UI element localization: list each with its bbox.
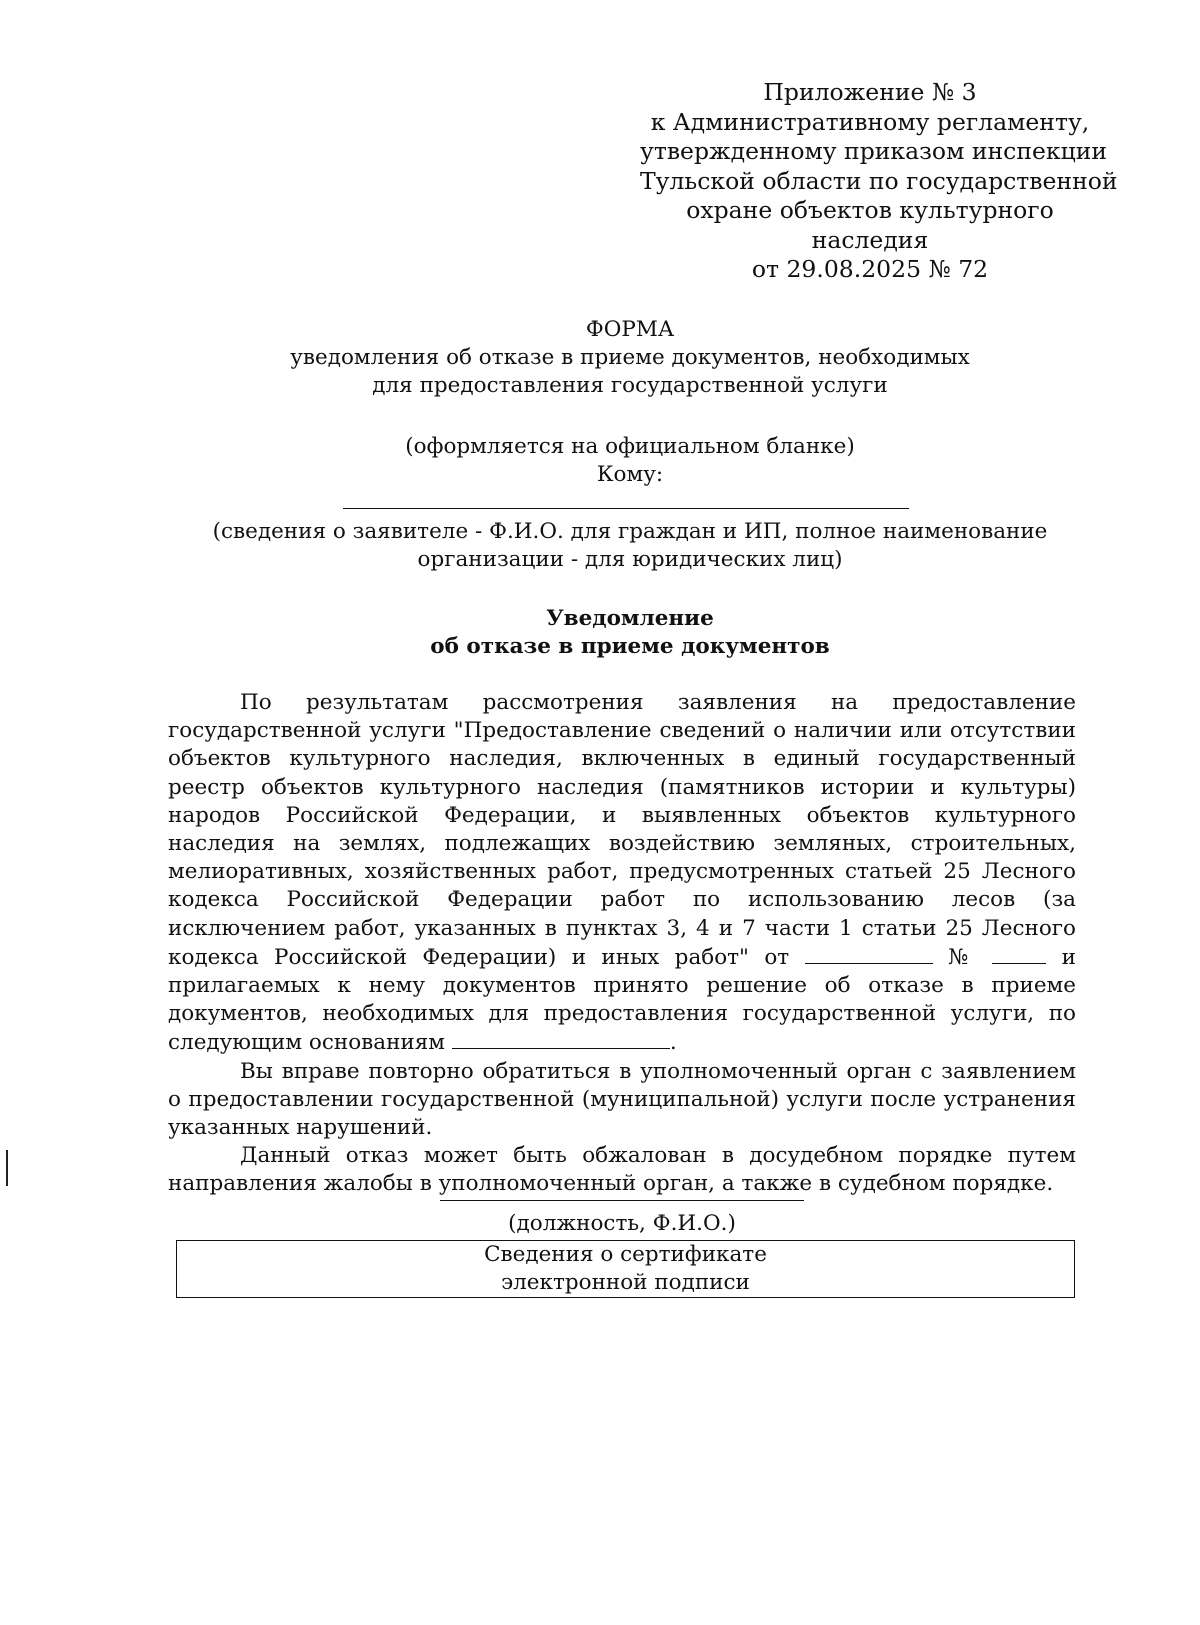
recipient-blank-line — [343, 508, 909, 509]
paragraph-appeal: Данный отказ может быть обжалован в досудебном порядке путем направления жалобы в уполномоченный орган, а также в судебном порядке. — [168, 1143, 1076, 1197]
applicant-note-line: (сведения о заявителе - Ф.И.О. для граждан и ИП, полное наименование — [212, 519, 1048, 544]
decision-text-part2: и прилагаемых к нему документов принято решение об отказе в приеме документов, необходимых для предоставления государственной услуги, по следующим основаниям — [168, 944, 1076, 1056]
certificate-line: электронной подписи — [501, 1270, 750, 1295]
appendix-line: наследия — [811, 225, 929, 254]
form-title-block — [200, 316, 1060, 400]
form-title: ФОРМА — [585, 317, 675, 342]
number-sign: № — [947, 944, 977, 970]
notice-heading-line: об отказе в приеме документов — [430, 634, 830, 659]
notice-heading — [200, 605, 1060, 661]
to-label: Кому: — [596, 462, 664, 487]
appendix-line: охране объектов культурного — [686, 196, 1054, 224]
notice-heading-line: Уведомление — [546, 606, 714, 631]
official-note: (оформляется на официальном бланке) — [405, 434, 855, 459]
applicant-note-line: организации - для юридических лиц) — [417, 547, 843, 572]
notice-body — [168, 689, 1076, 1199]
certificate-line: Сведения о сертификате — [484, 1242, 767, 1267]
paragraph-reapply: Вы вправе повторно обратиться в уполномоченный орган с заявлением о предоставлении государственной (муниципальной) услуги после устранения указанных нарушений. — [168, 1058, 1076, 1141]
paragraph-decision — [168, 689, 1076, 1058]
appendix-line: утвержденному приказом инспекции — [640, 137, 1108, 165]
scan-artifact-mark — [6, 1150, 8, 1186]
number-blank — [992, 943, 1046, 964]
appendix-header — [640, 78, 1118, 285]
signature-line — [440, 1200, 804, 1201]
appendix-line: к Административному регламенту, — [650, 107, 1090, 136]
decision-text-end: . — [669, 1030, 677, 1056]
appendix-line: от 29.08.2025 № 72 — [751, 255, 989, 283]
form-subtitle: уведомления об отказе в приеме документов, необходимых — [290, 345, 970, 370]
grounds-blank — [452, 1028, 670, 1049]
appendix-line: Приложение № 3 — [763, 78, 977, 106]
appendix-line: Тульской области по государственной — [640, 166, 1118, 195]
certificate-box — [176, 1240, 1075, 1298]
form-subtitle: для предоставления государственной услуги — [372, 373, 888, 398]
decision-text-part1: По результатам рассмотрения заявления на предоставление государственной услуги "Предоставление сведений о наличии или отсутствии объектов культурного наследия, включенных в единый государственный реестр объектов культурного наследия (памятников истории и культуры) народов Российской Федерации, и выявленных объектов культурного наследия на землях, подлежащих воздействию земляных, строительных, мелиоративных, хозяйственных работ, предусмотренных статьей 25 Лесного кодекса Российской Федерации работ по использованию лесов (за исключением работ, указанных в пунктах 3, 4 и 7 части 1 статьи 25 Лесного кодекса Российской Федерации) и иных работ" от — [168, 690, 1076, 970]
date-blank — [805, 943, 933, 964]
applicant-note — [200, 518, 1060, 574]
official-block — [200, 433, 1060, 489]
signature-caption: (должность, Ф.И.О.) — [508, 1211, 736, 1236]
